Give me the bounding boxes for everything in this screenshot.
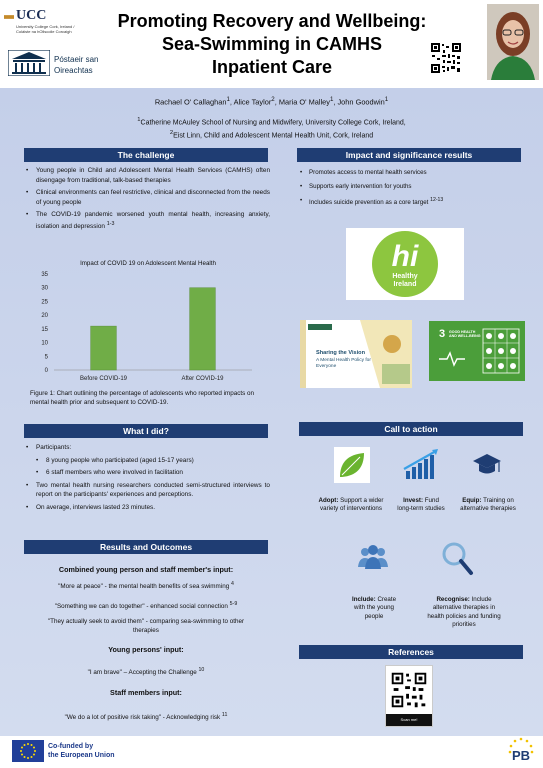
author-photo — [487, 4, 539, 80]
sdg-label: GOOD HEALTH AND WELL-BEING — [449, 330, 481, 339]
oireachtas-label — [54, 54, 114, 76]
affil-sup: 1 — [137, 117, 141, 123]
reference-sup: 10 — [198, 667, 205, 673]
strategy-title: Sharing the Vision — [316, 350, 366, 356]
impact-heading: Impact and significance results — [297, 148, 521, 162]
sdg-number: 3 — [439, 328, 446, 340]
y-tick-label: 10 — [41, 340, 48, 347]
covid-impact-chart — [30, 256, 260, 388]
cta-recognise — [424, 596, 504, 630]
y-tick-label: 15 — [41, 326, 48, 333]
cta-adopt — [318, 497, 384, 514]
list-item: • Young people in Child and Adolescent Mental Health Services (CAMHS) often disengage from traditional, talk-based therapies — [26, 166, 270, 185]
cta-invest-bold: Invest: — [403, 497, 424, 504]
strategy-subtitle: A Mental Health Policy for Everyone — [316, 358, 371, 369]
y-tick-label: 5 — [44, 354, 48, 361]
reference-sup: 11 — [221, 712, 228, 718]
author-sup: 1 — [226, 96, 230, 103]
cta-recognise-bold: Recognise: — [436, 596, 470, 603]
cta-adopt-text: Support a wider variety of interventions — [320, 497, 384, 513]
author-sup: 1 — [329, 96, 334, 103]
cta-include-bold: Include: — [351, 596, 376, 603]
eu-cofunded-label — [48, 742, 115, 760]
young-persons-heading: Young persons' input: — [108, 645, 184, 654]
staff-members-heading: Staff members input: — [110, 688, 182, 697]
cta-recognise-text: Include alternative therapies in health policies and funding priorities — [427, 596, 501, 629]
author-name: Alice Taylor — [233, 97, 272, 107]
title-line1: Promoting Recovery and Wellbeing: — [117, 11, 427, 31]
list-item — [300, 196, 530, 207]
result-quote — [22, 600, 270, 612]
quote-text: "They actually seek to avoid them" - comparing sea-swimming to other — [47, 618, 245, 625]
chart-bar — [190, 288, 216, 370]
list-item: • Clinical environments can feel restrictive, clinical and disconnected from the needs of young people — [26, 188, 270, 207]
reference-sup: 4 — [230, 581, 234, 587]
chart-axes — [41, 272, 252, 382]
leaf-icon — [334, 447, 370, 483]
cta-equip — [456, 497, 520, 514]
quote-text: therapies — [133, 626, 159, 634]
author-name: Rachael O' Callaghan — [154, 97, 227, 107]
hi-logo-text: hi — [391, 240, 419, 273]
x-category-label: After COVID-19 — [181, 376, 224, 382]
scan-me-label: Scan me! — [386, 714, 432, 726]
x-category-label: Before COVID-19 — [79, 376, 128, 382]
cta-invest — [396, 497, 446, 514]
eu-flag-icon — [12, 740, 44, 762]
oireachtas-line1: Póstaeir san — [54, 55, 99, 64]
impact-bullets — [300, 168, 530, 212]
eu-line2: the European Union — [48, 752, 115, 759]
list-item-text: Includes suicide prevention as a core target — [309, 199, 429, 207]
list-item: • Supports early intervention for youths — [300, 182, 530, 191]
combined-heading: Combined young person and staff member's input: — [58, 565, 234, 574]
cta-adopt-bold: Adopt: — [318, 497, 339, 504]
poster-title — [112, 10, 432, 79]
hi-logo-sub2: Ireland — [393, 281, 417, 288]
what-i-did-heading: What I did? — [24, 424, 268, 438]
list-item: • Promotes access to mental health services — [300, 168, 530, 177]
author-sup: 2 — [271, 96, 275, 103]
references-qr-card — [385, 665, 433, 727]
reference-sup: 12-13 — [430, 197, 444, 203]
graduation-cap-icon — [472, 452, 502, 478]
reference-sup: 5-9 — [229, 601, 238, 607]
people-group-icon — [356, 543, 390, 573]
quote-text: "I am brave" – Accepting the Challenge — [87, 669, 197, 677]
quote-text: "We do a lot of positive risk taking" - Acknowledging risk — [64, 714, 221, 722]
sdg-goal-3-tile — [429, 321, 525, 381]
cta-equip-text: Training on alternative therapies — [460, 497, 516, 513]
title-line3: Inpatient Care — [211, 57, 333, 77]
y-tick-label: 0 — [44, 368, 48, 374]
magnifying-glass-icon — [440, 540, 474, 576]
ucc-subtitle: University College Cork, Ireland / Coláiste na hOllscoile Corcaigh — [16, 24, 75, 34]
qr-code-icon — [386, 667, 432, 713]
challenge-bullets — [26, 166, 270, 235]
author-name: John Goodwin — [337, 97, 385, 107]
oireachtas-building-icon — [8, 50, 50, 76]
call-to-action-heading: Call to action — [299, 422, 523, 436]
pb-logo-text: PB — [511, 748, 531, 763]
author-sup: 1 — [384, 96, 389, 103]
cta-equip-bold: Equip: — [462, 497, 482, 504]
cta-include-text: Create with the young people — [354, 596, 397, 620]
list-item: • Participants: — [26, 443, 270, 453]
result-quote — [22, 580, 270, 592]
hi-logo-sub1: Healthy — [392, 273, 418, 280]
affiliations — [0, 115, 543, 142]
qr-code-icon — [430, 42, 462, 74]
eu-line1: Co-funded by — [48, 743, 94, 750]
list-item: • On average, interviews lasted 23 minutes. — [26, 503, 270, 513]
list-item — [26, 210, 270, 231]
chart-bar — [91, 326, 117, 370]
oireachtas-line2: Oireachtas — [54, 66, 93, 75]
list-item: • 6 staff members who were involved in facilitation — [26, 468, 270, 478]
quote-text: "Something we can do together" - enhanced social connection — [54, 603, 228, 611]
list-item: • 8 young people who participated (aged 15-17 years) — [26, 456, 270, 466]
affil-sup: 2 — [169, 130, 174, 137]
y-tick-label: 30 — [41, 285, 48, 292]
title-line2: Sea-Swimming in CAMHS — [161, 34, 383, 54]
chart-title: Impact of COVID 19 on Adolescent Mental Health — [80, 260, 216, 267]
y-tick-label: 25 — [41, 299, 48, 306]
chart-bars — [91, 288, 216, 370]
what-i-did-bullets — [26, 443, 270, 516]
affiliation-1: Catherine McAuley School of Nursing and Midwifery, University College Cork, Ireland, — [140, 119, 406, 127]
affiliation-2: Eist Linn, Child and Adolescent Mental Health Unit, Cork, Ireland — [173, 132, 374, 140]
challenge-heading: The challenge — [24, 148, 268, 162]
author-name: Maria O' Malley — [278, 97, 330, 107]
result-quote — [22, 711, 270, 723]
figure-caption: Figure 1: Chart outlining the percentage of adolescents who reported impacts on mental health prior and subsequent to COVID-19. — [30, 390, 255, 406]
author-list: Rachael O' Callaghan$^1$, Alice Taylor$^2$, Maria O' Malley$^1$, John Goodwin$^1$ — [154, 96, 389, 107]
sharing-the-vision-document — [300, 320, 412, 388]
quote-text: "More at peace" - the mental health benefits of sea swimming — [58, 583, 230, 591]
ucc-name: UCC — [16, 8, 47, 23]
reference-sup: 1-3 — [106, 220, 115, 227]
result-quote — [22, 666, 270, 678]
y-tick-label: 20 — [41, 313, 48, 320]
growth-chart-icon — [402, 447, 442, 481]
cta-include — [346, 596, 402, 621]
references-heading: References — [299, 645, 523, 659]
pb-logo — [505, 736, 537, 766]
cta-invest-text: Fund long-term studies — [397, 497, 445, 513]
results-heading: Results and Outcomes — [24, 540, 268, 554]
y-tick-label: 35 — [41, 272, 48, 278]
list-item: • Two mental health nursing researchers conducted semi-structured interviews to report on the participants' experiences and perceptions. — [26, 481, 270, 500]
healthy-ireland-logo — [346, 228, 464, 300]
result-quote — [22, 618, 270, 635]
list-item-text: The COVID-19 pandemic worsened youth mental health, increasing anxiety, isolation and depression — [36, 211, 270, 231]
